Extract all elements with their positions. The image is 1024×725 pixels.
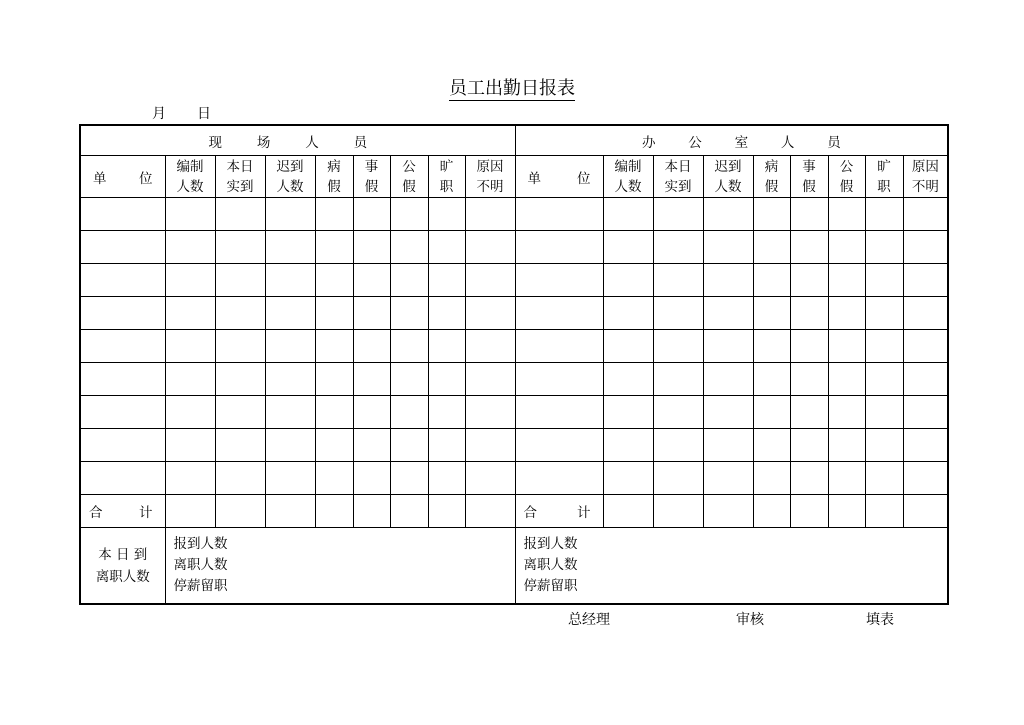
header-line: 人数 bbox=[276, 178, 304, 195]
header-line: 编制 bbox=[176, 158, 204, 175]
total-row bbox=[80, 495, 948, 528]
total-cell[interactable] bbox=[753, 495, 790, 528]
table-cell[interactable] bbox=[790, 231, 828, 264]
table-cell[interactable] bbox=[703, 330, 753, 363]
table-cell[interactable] bbox=[428, 330, 465, 363]
section-office-char: 办 bbox=[641, 134, 656, 151]
header-sick-leave bbox=[753, 156, 790, 198]
footer-left-label bbox=[80, 528, 165, 605]
table-cell[interactable] bbox=[515, 231, 603, 264]
section-office-char: 公 bbox=[688, 134, 702, 151]
table-cell[interactable] bbox=[865, 429, 903, 462]
table-cell[interactable] bbox=[653, 396, 703, 429]
table-cell[interactable] bbox=[515, 462, 603, 495]
table-cell[interactable] bbox=[865, 363, 903, 396]
table-cell[interactable] bbox=[353, 198, 390, 231]
section-site-char: 场 bbox=[256, 134, 271, 151]
table-cell[interactable] bbox=[828, 297, 865, 330]
signature-fill: 填表 bbox=[866, 612, 894, 628]
table-cell[interactable] bbox=[790, 363, 828, 396]
table-cell[interactable] bbox=[753, 363, 790, 396]
table-cell[interactable] bbox=[603, 330, 653, 363]
header-line: 假 bbox=[364, 178, 379, 195]
form-title-text: 员工出勤日报表 bbox=[449, 78, 575, 99]
total-cell[interactable] bbox=[828, 495, 865, 528]
table-cell[interactable] bbox=[215, 297, 265, 330]
table-cell[interactable] bbox=[428, 198, 465, 231]
table-cell[interactable] bbox=[465, 330, 515, 363]
header-line: 假 bbox=[802, 178, 816, 195]
table-cell[interactable] bbox=[215, 330, 265, 363]
table-cell[interactable] bbox=[390, 330, 428, 363]
table-cell[interactable] bbox=[653, 429, 703, 462]
header-absent bbox=[428, 156, 465, 198]
header-line: 职 bbox=[439, 178, 454, 195]
table-cell[interactable] bbox=[865, 396, 903, 429]
footer-office-notes[interactable] bbox=[515, 528, 948, 605]
table-cell[interactable] bbox=[165, 429, 215, 462]
header-line: 不明 bbox=[911, 178, 939, 195]
table-cell[interactable] bbox=[703, 462, 753, 495]
table-cell[interactable] bbox=[790, 198, 828, 231]
total-cell[interactable] bbox=[703, 495, 753, 528]
header-late bbox=[703, 156, 753, 198]
total-char: 计 bbox=[577, 505, 591, 521]
table-cell[interactable] bbox=[603, 363, 653, 396]
table-cell[interactable] bbox=[653, 264, 703, 297]
table-cell[interactable] bbox=[165, 297, 215, 330]
table-row bbox=[80, 363, 948, 396]
table-cell[interactable] bbox=[603, 297, 653, 330]
table-cell[interactable] bbox=[215, 198, 265, 231]
table-cell[interactable] bbox=[465, 429, 515, 462]
header-line: 原因 bbox=[911, 158, 939, 175]
header-authorized bbox=[165, 156, 215, 198]
table-cell[interactable] bbox=[828, 330, 865, 363]
footer-row bbox=[80, 528, 948, 605]
table-cell[interactable] bbox=[215, 231, 265, 264]
header-line: 假 bbox=[839, 178, 854, 195]
table-cell[interactable] bbox=[903, 264, 948, 297]
table-row bbox=[80, 231, 948, 264]
table-cell[interactable] bbox=[165, 462, 215, 495]
section-office-char: 室 bbox=[734, 134, 749, 151]
unit-char: 单 bbox=[93, 170, 107, 187]
footer-site-notes[interactable] bbox=[165, 528, 515, 605]
header-line: 人数 bbox=[714, 178, 742, 195]
table-cell[interactable] bbox=[80, 231, 165, 264]
table-cell[interactable] bbox=[515, 363, 603, 396]
table-cell[interactable] bbox=[865, 198, 903, 231]
table-cell[interactable] bbox=[80, 330, 165, 363]
table-cell[interactable] bbox=[465, 363, 515, 396]
table-cell[interactable] bbox=[165, 330, 215, 363]
table-cell[interactable] bbox=[903, 462, 948, 495]
total-cell[interactable] bbox=[265, 495, 315, 528]
table-cell[interactable] bbox=[265, 363, 315, 396]
table-cell[interactable] bbox=[165, 264, 215, 297]
table-cell[interactable] bbox=[790, 462, 828, 495]
total-cell[interactable] bbox=[790, 495, 828, 528]
table-cell[interactable] bbox=[603, 231, 653, 264]
table-cell[interactable] bbox=[80, 396, 165, 429]
table-cell[interactable] bbox=[828, 264, 865, 297]
table-cell[interactable] bbox=[390, 396, 428, 429]
table-cell[interactable] bbox=[265, 231, 315, 264]
table-cell[interactable] bbox=[315, 363, 353, 396]
date-month: 月 bbox=[152, 106, 166, 122]
table-cell[interactable] bbox=[753, 264, 790, 297]
table-cell[interactable] bbox=[315, 297, 353, 330]
header-line: 迟到 bbox=[714, 158, 742, 175]
total-cell[interactable] bbox=[215, 495, 265, 528]
table-cell[interactable] bbox=[515, 429, 603, 462]
table-cell[interactable] bbox=[653, 330, 703, 363]
header-unknown-reason bbox=[903, 156, 948, 198]
table-cell[interactable] bbox=[753, 231, 790, 264]
header-line: 人数 bbox=[176, 178, 204, 195]
header-late bbox=[265, 156, 315, 198]
unit-header-office bbox=[515, 156, 603, 198]
header-line: 旷 bbox=[877, 158, 891, 175]
table-cell[interactable] bbox=[653, 363, 703, 396]
table-cell[interactable] bbox=[353, 396, 390, 429]
table-cell[interactable] bbox=[653, 231, 703, 264]
table-cell[interactable] bbox=[428, 429, 465, 462]
table-cell[interactable] bbox=[603, 429, 653, 462]
total-cell[interactable] bbox=[428, 495, 465, 528]
header-authorized bbox=[603, 156, 653, 198]
table-cell[interactable] bbox=[603, 264, 653, 297]
header-sick-leave bbox=[315, 156, 353, 198]
header-line: 假 bbox=[764, 178, 779, 195]
header-line: 职 bbox=[877, 178, 891, 195]
table-cell[interactable] bbox=[703, 363, 753, 396]
table-cell[interactable] bbox=[753, 462, 790, 495]
header-line: 本日 bbox=[226, 158, 254, 175]
table-cell[interactable] bbox=[428, 363, 465, 396]
footer-left-line: 本 日 到 bbox=[98, 546, 148, 563]
footer-line-resignations: 离职人数 bbox=[173, 557, 228, 573]
table-cell[interactable] bbox=[865, 462, 903, 495]
table-cell[interactable] bbox=[428, 462, 465, 495]
table-cell[interactable] bbox=[353, 297, 390, 330]
table-cell[interactable] bbox=[315, 429, 353, 462]
total-cell[interactable] bbox=[390, 495, 428, 528]
header-line: 病 bbox=[327, 158, 341, 175]
unit-char: 单 bbox=[527, 170, 542, 187]
table-cell[interactable] bbox=[753, 429, 790, 462]
table-cell[interactable] bbox=[428, 231, 465, 264]
table-cell[interactable] bbox=[753, 396, 790, 429]
table-cell[interactable] bbox=[790, 396, 828, 429]
section-site-header bbox=[80, 125, 515, 156]
table-row bbox=[80, 198, 948, 231]
attendance-table bbox=[79, 124, 949, 605]
unit-header-site bbox=[80, 156, 165, 198]
header-line: 本日 bbox=[664, 158, 692, 175]
total-cell[interactable] bbox=[903, 495, 948, 528]
date-day: 日 bbox=[197, 106, 211, 122]
total-cell[interactable] bbox=[865, 495, 903, 528]
table-cell[interactable] bbox=[653, 198, 703, 231]
table-cell[interactable] bbox=[703, 231, 753, 264]
section-site-char: 员 bbox=[353, 134, 368, 151]
total-char: 合 bbox=[89, 505, 103, 521]
table-cell[interactable] bbox=[215, 264, 265, 297]
table-cell[interactable] bbox=[80, 264, 165, 297]
table-cell[interactable] bbox=[603, 198, 653, 231]
table-cell[interactable] bbox=[515, 396, 603, 429]
table-cell[interactable] bbox=[903, 429, 948, 462]
table-cell[interactable] bbox=[703, 429, 753, 462]
table-cell[interactable] bbox=[390, 198, 428, 231]
header-line: 原因 bbox=[476, 158, 504, 175]
section-site-char: 人 bbox=[305, 134, 319, 151]
footer-line-unpaid-leave: 停薪留职 bbox=[173, 578, 228, 594]
table-cell[interactable] bbox=[790, 429, 828, 462]
table-cell[interactable] bbox=[790, 330, 828, 363]
table-cell[interactable] bbox=[390, 429, 428, 462]
data-rows bbox=[80, 198, 948, 495]
table-cell[interactable] bbox=[80, 363, 165, 396]
table-cell[interactable] bbox=[215, 363, 265, 396]
table-cell[interactable] bbox=[515, 330, 603, 363]
table-cell[interactable] bbox=[828, 231, 865, 264]
table-cell[interactable] bbox=[865, 297, 903, 330]
header-line: 事 bbox=[364, 158, 379, 175]
table-cell[interactable] bbox=[353, 264, 390, 297]
header-line: 实到 bbox=[226, 178, 254, 195]
table-cell[interactable] bbox=[903, 330, 948, 363]
table-cell[interactable] bbox=[465, 462, 515, 495]
table-cell[interactable] bbox=[828, 198, 865, 231]
table-cell[interactable] bbox=[390, 363, 428, 396]
table-cell[interactable] bbox=[703, 264, 753, 297]
table-cell[interactable] bbox=[865, 264, 903, 297]
section-office-header bbox=[515, 125, 948, 156]
table-cell[interactable] bbox=[828, 462, 865, 495]
table-cell[interactable] bbox=[80, 297, 165, 330]
table-cell[interactable] bbox=[165, 363, 215, 396]
header-line: 病 bbox=[764, 158, 779, 175]
table-cell[interactable] bbox=[165, 198, 215, 231]
table-cell[interactable] bbox=[265, 297, 315, 330]
total-cell[interactable] bbox=[653, 495, 703, 528]
header-line: 假 bbox=[327, 178, 341, 195]
header-line: 实到 bbox=[664, 178, 692, 195]
table-cell[interactable] bbox=[465, 396, 515, 429]
total-label-site bbox=[80, 495, 165, 528]
table-row bbox=[80, 429, 948, 462]
table-cell[interactable] bbox=[428, 264, 465, 297]
table-cell[interactable] bbox=[353, 462, 390, 495]
table-row bbox=[80, 330, 948, 363]
table-cell[interactable] bbox=[603, 396, 653, 429]
table-cell[interactable] bbox=[753, 297, 790, 330]
header-present bbox=[653, 156, 703, 198]
table-cell[interactable] bbox=[465, 231, 515, 264]
table-cell[interactable] bbox=[703, 297, 753, 330]
table-cell[interactable] bbox=[703, 198, 753, 231]
table-cell[interactable] bbox=[215, 429, 265, 462]
total-cell[interactable] bbox=[353, 495, 390, 528]
table-cell[interactable] bbox=[903, 198, 948, 231]
table-cell[interactable] bbox=[265, 264, 315, 297]
section-site-char: 现 bbox=[208, 134, 222, 151]
table-cell[interactable] bbox=[80, 462, 165, 495]
header-present bbox=[215, 156, 265, 198]
column-header-row bbox=[80, 156, 948, 198]
section-office-char: 员 bbox=[827, 134, 841, 151]
header-line: 事 bbox=[802, 158, 816, 175]
table-cell[interactable] bbox=[753, 198, 790, 231]
header-line: 人数 bbox=[614, 178, 642, 195]
table-cell[interactable] bbox=[215, 462, 265, 495]
table-cell[interactable] bbox=[315, 231, 353, 264]
table-cell[interactable] bbox=[653, 297, 703, 330]
table-cell[interactable] bbox=[428, 396, 465, 429]
table-cell[interactable] bbox=[828, 396, 865, 429]
table-cell[interactable] bbox=[903, 363, 948, 396]
unit-char: 位 bbox=[577, 170, 591, 187]
footer-line-arrivals: 报到人数 bbox=[523, 536, 578, 552]
table-cell[interactable] bbox=[903, 231, 948, 264]
table-cell[interactable] bbox=[428, 297, 465, 330]
table-cell[interactable] bbox=[315, 264, 353, 297]
form-title bbox=[0, 78, 1024, 100]
table-cell[interactable] bbox=[903, 396, 948, 429]
header-line: 编制 bbox=[614, 158, 642, 175]
header-line: 假 bbox=[402, 178, 416, 195]
table-cell[interactable] bbox=[790, 264, 828, 297]
table-cell[interactable] bbox=[265, 396, 315, 429]
header-official-leave bbox=[390, 156, 428, 198]
total-char: 计 bbox=[139, 505, 153, 521]
table-cell[interactable] bbox=[315, 330, 353, 363]
table-cell[interactable] bbox=[215, 396, 265, 429]
table-row bbox=[80, 396, 948, 429]
header-official-leave bbox=[828, 156, 865, 198]
header-unknown-reason bbox=[465, 156, 515, 198]
header-line: 不明 bbox=[476, 178, 504, 195]
table-cell[interactable] bbox=[390, 462, 428, 495]
table-row bbox=[80, 264, 948, 297]
signature-review: 审核 bbox=[736, 612, 764, 628]
table-cell[interactable] bbox=[353, 429, 390, 462]
table-cell[interactable] bbox=[390, 231, 428, 264]
total-cell[interactable] bbox=[315, 495, 353, 528]
table-cell[interactable] bbox=[390, 264, 428, 297]
table-cell[interactable] bbox=[903, 297, 948, 330]
table-cell[interactable] bbox=[353, 231, 390, 264]
table-cell[interactable] bbox=[828, 429, 865, 462]
table-cell[interactable] bbox=[265, 462, 315, 495]
table-cell[interactable] bbox=[315, 396, 353, 429]
header-personal-leave bbox=[353, 156, 390, 198]
table-cell[interactable] bbox=[703, 396, 753, 429]
table-cell[interactable] bbox=[315, 198, 353, 231]
table-cell[interactable] bbox=[80, 198, 165, 231]
table-row bbox=[80, 297, 948, 330]
table-cell[interactable] bbox=[265, 429, 315, 462]
header-absent bbox=[865, 156, 903, 198]
table-cell[interactable] bbox=[353, 330, 390, 363]
total-cell[interactable] bbox=[465, 495, 515, 528]
footer-line-unpaid-leave: 停薪留职 bbox=[523, 578, 578, 594]
table-cell[interactable] bbox=[165, 231, 215, 264]
table-cell[interactable] bbox=[790, 297, 828, 330]
header-line: 旷 bbox=[439, 158, 454, 175]
table-cell[interactable] bbox=[515, 264, 603, 297]
header-line: 公 bbox=[839, 158, 854, 175]
total-cell[interactable] bbox=[603, 495, 653, 528]
table-cell[interactable] bbox=[465, 297, 515, 330]
table-cell[interactable] bbox=[165, 396, 215, 429]
table-cell[interactable] bbox=[603, 462, 653, 495]
header-line: 迟到 bbox=[276, 158, 304, 175]
footer-line-resignations: 离职人数 bbox=[523, 557, 578, 573]
table-row bbox=[80, 462, 948, 495]
table-cell[interactable] bbox=[265, 198, 315, 231]
section-office-char: 人 bbox=[780, 134, 795, 151]
signature-general-manager: 总经理 bbox=[568, 612, 610, 628]
total-char: 合 bbox=[523, 505, 538, 521]
table-cell[interactable] bbox=[265, 330, 315, 363]
table-cell[interactable] bbox=[865, 231, 903, 264]
table-cell[interactable] bbox=[515, 297, 603, 330]
table-cell[interactable] bbox=[390, 297, 428, 330]
table-cell[interactable] bbox=[515, 198, 603, 231]
total-label-office bbox=[515, 495, 603, 528]
footer-line-arrivals: 报到人数 bbox=[173, 536, 228, 552]
unit-char: 位 bbox=[139, 170, 153, 187]
table-cell[interactable] bbox=[315, 462, 353, 495]
table-cell[interactable] bbox=[465, 198, 515, 231]
table-cell[interactable] bbox=[465, 264, 515, 297]
table-cell[interactable] bbox=[80, 429, 165, 462]
table-cell[interactable] bbox=[653, 462, 703, 495]
table-cell[interactable] bbox=[828, 363, 865, 396]
header-line: 公 bbox=[402, 158, 416, 175]
table-cell[interactable] bbox=[353, 363, 390, 396]
footer-left-line: 离职人数 bbox=[95, 568, 150, 585]
header-personal-leave bbox=[790, 156, 828, 198]
table-cell[interactable] bbox=[865, 330, 903, 363]
table-cell[interactable] bbox=[753, 330, 790, 363]
total-cell[interactable] bbox=[165, 495, 215, 528]
